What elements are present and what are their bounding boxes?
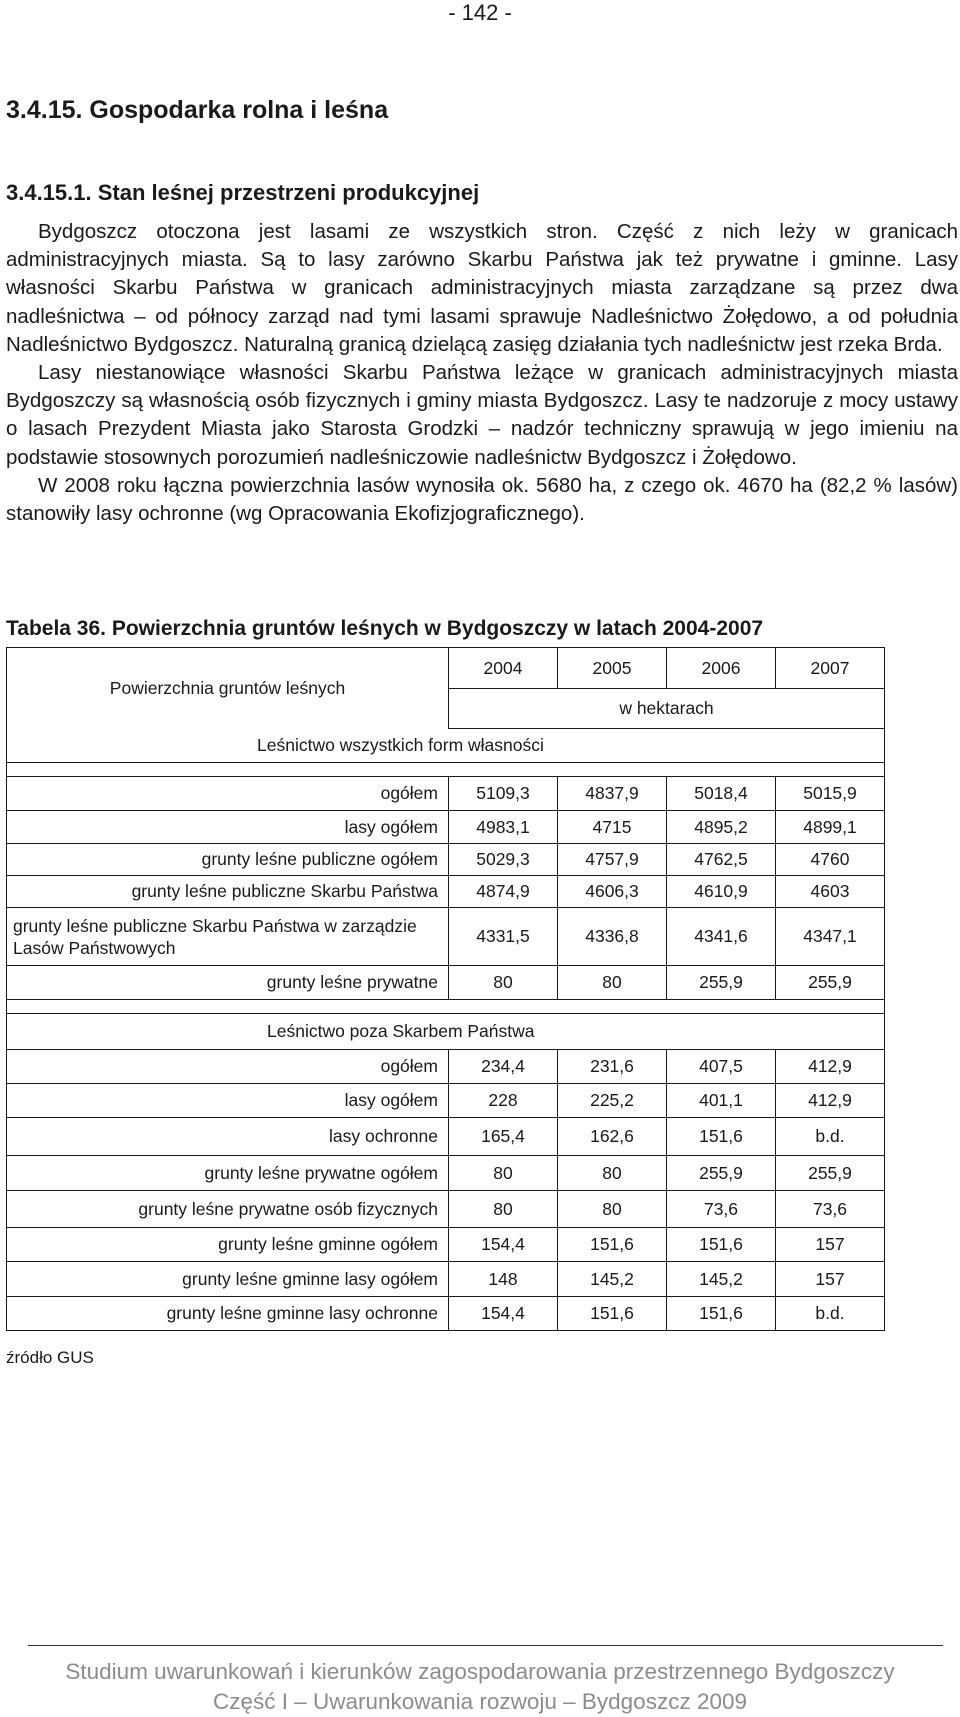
cell-value: 4610,9: [667, 876, 776, 908]
table-row: [7, 1297, 885, 1331]
section-header-all-forms: Leśnictwo wszystkich form własności: [7, 729, 885, 763]
row-label: lasy ogółem: [7, 811, 449, 844]
paragraph: Bydgoszcz otoczona jest lasami ze wszystkich stron. Część z nich leży w granicach administracyjnych miasta. Są to lasy zarówno Skarbu Państwa jak też prywatne i gminne. Lasy własności Skarbu Państwa w granicach administracyjnych miasta zarządzane są przez dwa nadleśnictwa – od północy zarząd nad tymi lasami sprawuje Nadleśnictwo Żołędowo, a od południa Nadleśnictwo Bydgoszcz. Naturalną granicą dzielącą zasięg działania tych nadleśnictw jest rzeka Brda.: [6, 220, 958, 356]
table-header-label: Powierzchnia gruntów leśnych: [7, 648, 449, 729]
year-header: 2005: [558, 648, 667, 689]
year-header: 2004: [449, 648, 558, 689]
row-label: grunty leśne publiczne ogółem: [7, 844, 449, 876]
cell-value: 4983,1: [449, 811, 558, 844]
cell-value: 407,5: [667, 1050, 776, 1084]
cell-value: 255,9: [667, 1156, 776, 1191]
cell-value: 80: [558, 1191, 667, 1228]
cell-value: 151,6: [558, 1228, 667, 1262]
cell-value: 231,6: [558, 1050, 667, 1084]
cell-value: 4760: [776, 844, 885, 876]
row-label: grunty leśne publiczne Skarbu Państwa w zarządzie Lasów Państwowych: [7, 908, 449, 966]
year-header: 2007: [776, 648, 885, 689]
year-header: 2006: [667, 648, 776, 689]
cell-value: 4899,1: [776, 811, 885, 844]
footer-line-1: Studium uwarunkowań i kierunków zagospodarowania przestrzennego Bydgoszczy: [65, 1659, 895, 1684]
table-row: [7, 1156, 885, 1191]
cell-value: 151,6: [667, 1228, 776, 1262]
body-text: [6, 218, 958, 528]
cell-value: 73,6: [667, 1191, 776, 1228]
table-row: [7, 777, 885, 811]
cell-value: 80: [558, 1156, 667, 1191]
table-row: [7, 1050, 885, 1084]
cell-value: 148: [449, 1262, 558, 1297]
cell-value: 80: [449, 1191, 558, 1228]
cell-value: 162,6: [558, 1118, 667, 1156]
page-number: - 142 -: [448, 0, 512, 25]
cell-value: b.d.: [776, 1297, 885, 1331]
cell-value: 154,4: [449, 1297, 558, 1331]
row-label: grunty leśne prywatne ogółem: [7, 1156, 449, 1191]
spacer-row: [7, 1000, 885, 1014]
paragraph: Lasy niestanowiące własności Skarbu Państwa leżące w granicach administracyjnych miasta Bydgoszczy są własnością osób fizycznych i gminy miasta Bydgoszcz. Lasy te nadzoruje z mocy ustawy o lasach Prezydent Miasta jako Starosta Grodzki – nadzór techniczny sprawują w jego imieniu na podstawie stosownych porozumień nadleśniczowie nadleśnictw Bydgoszcz i Żołędowo.: [6, 361, 958, 469]
unit-header: w hektarach: [449, 689, 885, 729]
table-source: źródło GUS: [6, 1348, 94, 1367]
table-row: [7, 1084, 885, 1118]
spacer-row: [7, 763, 885, 777]
cell-value: 4895,2: [667, 811, 776, 844]
row-label: grunty leśne gminne lasy ochronne: [7, 1297, 449, 1331]
cell-value: 4336,8: [558, 908, 667, 966]
cell-value: 401,1: [667, 1084, 776, 1118]
cell-value: 4347,1: [776, 908, 885, 966]
cell-value: 151,6: [667, 1297, 776, 1331]
section-header-non-state: Leśnictwo poza Skarbem Państwa: [7, 1014, 885, 1050]
row-label: ogółem: [7, 777, 449, 811]
row-label: grunty leśne prywatne osób fizycznych: [7, 1191, 449, 1228]
cell-value: 255,9: [776, 1156, 885, 1191]
cell-value: 4762,5: [667, 844, 776, 876]
footer-rule: [28, 1645, 943, 1646]
cell-value: 4331,5: [449, 908, 558, 966]
table-section-non-state: [7, 1050, 885, 1331]
section-heading: 3.4.15. Gospodarka rolna i leśna: [6, 96, 389, 124]
row-label: lasy ogółem: [7, 1084, 449, 1118]
row-label: grunty leśne publiczne Skarbu Państwa: [7, 876, 449, 908]
cell-value: 157: [776, 1228, 885, 1262]
cell-value: 5029,3: [449, 844, 558, 876]
cell-value: 5015,9: [776, 777, 885, 811]
cell-value: 412,9: [776, 1050, 885, 1084]
table-row: [7, 966, 885, 1000]
cell-value: 234,4: [449, 1050, 558, 1084]
footer-line-2: Część I – Uwarunkowania rozwoju – Bydgoszcz 2009: [212, 1689, 747, 1714]
row-label: grunty leśne prywatne: [7, 966, 449, 1000]
cell-value: 151,6: [667, 1118, 776, 1156]
cell-value: 5109,3: [449, 777, 558, 811]
paragraph: W 2008 roku łączna powierzchnia lasów wynosiła ok. 5680 ha, z czego ok. 4670 ha (82,2 % lasów) stanowiły lasy ochronne (wg Opracowania Ekofizjograficznego).: [6, 473, 958, 526]
cell-value: 154,4: [449, 1228, 558, 1262]
cell-value: 4603: [776, 876, 885, 908]
cell-value: 4341,6: [667, 908, 776, 966]
cell-value: 165,4: [449, 1118, 558, 1156]
cell-value: b.d.: [776, 1118, 885, 1156]
cell-value: 225,2: [558, 1084, 667, 1118]
cell-value: 73,6: [776, 1191, 885, 1228]
cell-value: 145,2: [558, 1262, 667, 1297]
table-row: [7, 1228, 885, 1262]
cell-value: 4606,3: [558, 876, 667, 908]
table-row: [7, 1191, 885, 1228]
table-row: [7, 811, 885, 844]
cell-value: 255,9: [776, 966, 885, 1000]
table-row: [7, 1262, 885, 1297]
forest-area-table: [6, 647, 885, 1331]
cell-value: 151,6: [558, 1297, 667, 1331]
table-row: [7, 908, 885, 966]
cell-value: 80: [449, 1156, 558, 1191]
cell-value: 5018,4: [667, 777, 776, 811]
row-label: ogółem: [7, 1050, 449, 1084]
cell-value: 4757,9: [558, 844, 667, 876]
cell-value: 255,9: [667, 966, 776, 1000]
cell-value: 157: [776, 1262, 885, 1297]
table-section-all-forms: [7, 777, 885, 1000]
table-caption: Tabela 36. Powierzchnia gruntów leśnych w Bydgoszczy w latach 2004-2007: [6, 617, 764, 640]
cell-value: 4874,9: [449, 876, 558, 908]
cell-value: 4837,9: [558, 777, 667, 811]
cell-value: 412,9: [776, 1084, 885, 1118]
cell-value: 4715: [558, 811, 667, 844]
cell-value: 145,2: [667, 1262, 776, 1297]
cell-value: 228: [449, 1084, 558, 1118]
subsection-heading: 3.4.15.1. Stan leśnej przestrzeni produkcyjnej: [6, 180, 480, 205]
row-label: lasy ochronne: [7, 1118, 449, 1156]
row-label: grunty leśne gminne lasy ogółem: [7, 1262, 449, 1297]
row-label: grunty leśne gminne ogółem: [7, 1228, 449, 1262]
cell-value: 80: [558, 966, 667, 1000]
table-row: [7, 876, 885, 908]
table-row: [7, 1118, 885, 1156]
cell-value: 80: [449, 966, 558, 1000]
table-row: [7, 844, 885, 876]
